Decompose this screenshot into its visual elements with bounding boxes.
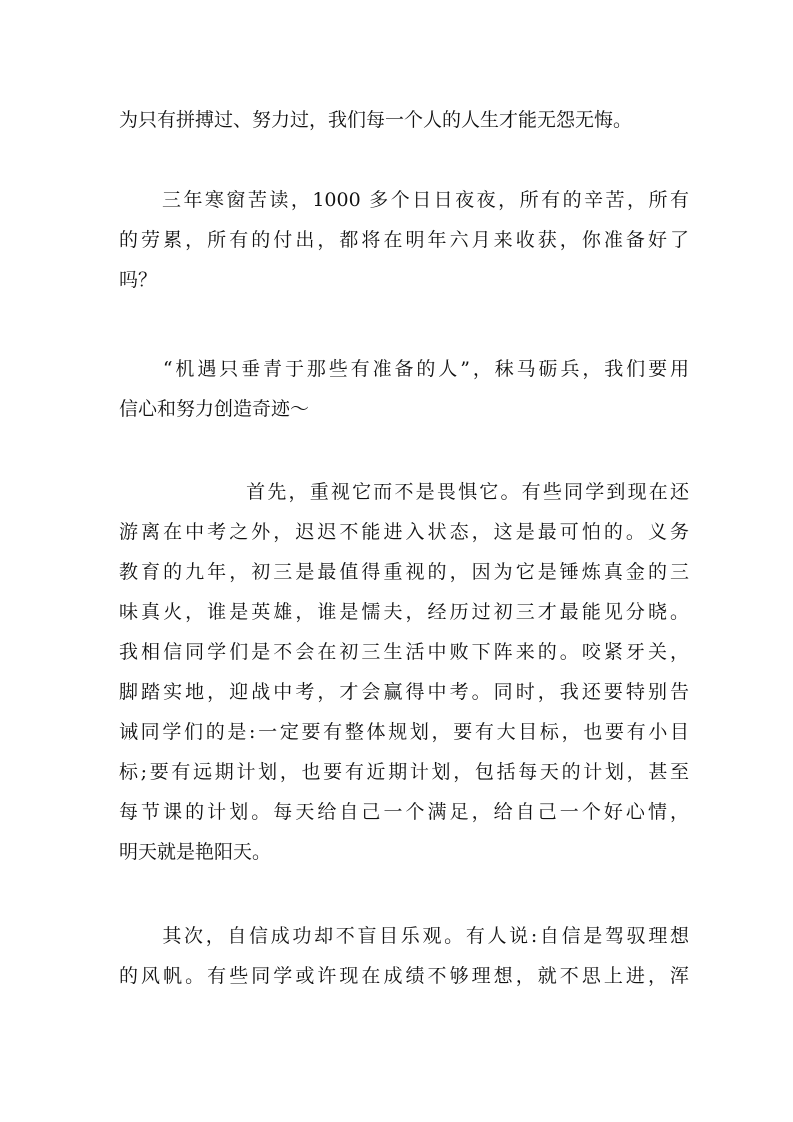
paragraph-4-line-6: 脚踏实地，迎战中考，才会赢得中考。同时，我还要特别告 — [119, 681, 689, 703]
paragraph-4-line-4: 味真火，谁是英雄，谁是懦夫，经历过初三才最能见分晓。 — [119, 601, 689, 623]
paragraph-4-line-8: 标;要有远期计划，也要有近期计划，包括每天的计划，甚至 — [119, 761, 689, 783]
paragraph-4-line-9: 每节课的计划。每天给自己一个满足，给自己一个好心情， — [119, 801, 689, 823]
paragraph-5-line-1: 其次，自信成功却不盲目乐观。有人说:自信是驾驭理想 — [119, 925, 689, 947]
paragraph-4-line-1: 首先，重视它而不是畏惧它。有些同学到现在还 — [119, 481, 689, 503]
paragraph-2-line-3: 吗？ — [119, 269, 158, 291]
paragraph-1-line-1: 为只有拼搏过、努力过，我们每一个人的人生才能无怨无悔。 — [119, 109, 633, 131]
paragraph-5-line-2: 的风帆。有些同学或许现在成绩不够理想，就不思上进，浑 — [119, 965, 689, 987]
paragraph-3-line-2: 信心和努力创造奇迹～ — [119, 398, 310, 420]
paragraph-4-line-10: 明天就是艳阳天。 — [119, 841, 272, 863]
paragraph-2-line-1: 三年寒窗苦读，1000 多个日日夜夜，所有的辛苦，所有 — [119, 189, 689, 211]
paragraph-4-line-5: 我相信同学们是不会在初三生活中败下阵来的。咬紧牙关， — [119, 641, 689, 663]
paragraph-4-line-2: 游离在中考之外，迟迟不能进入状态，这是最可怕的。义务 — [119, 521, 689, 543]
paragraph-4-line-3: 教育的九年，初三是最值得重视的，因为它是锤炼真金的三 — [119, 561, 689, 583]
paragraph-4-line-7: 诫同学们的是:一定要有整体规划，要有大目标，也要有小目 — [119, 721, 689, 743]
paragraph-2-line-2: 的劳累，所有的付出，都将在明年六月来收获，你准备好了 — [119, 229, 689, 251]
paragraph-3-line-1: “机遇只垂青于那些有准备的人”，秣马砺兵，我们要用 — [119, 358, 689, 380]
